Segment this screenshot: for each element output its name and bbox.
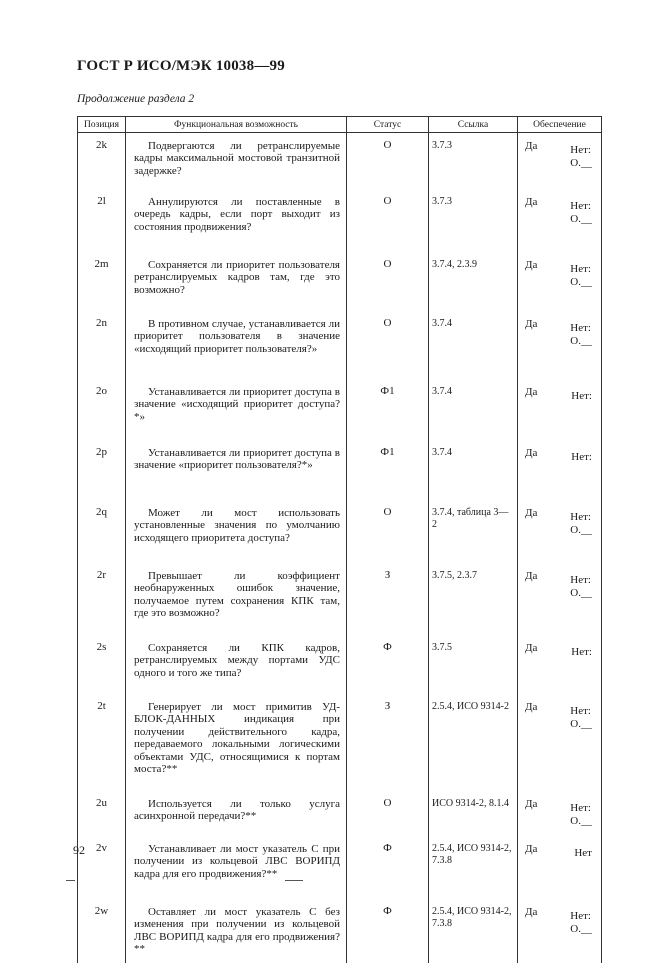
table-row — [78, 440, 602, 500]
support-cell — [518, 133, 602, 190]
reference-cell: 2.5.4, ИСО 9314-2 — [429, 694, 518, 791]
table-row — [78, 563, 602, 635]
support-yes: Да — [525, 259, 538, 271]
position-cell: 2p — [78, 440, 126, 500]
position-cell: 2k — [78, 133, 126, 190]
page-number: 92 — [73, 843, 85, 857]
table-row — [78, 500, 602, 563]
support-no — [570, 574, 592, 599]
table-row — [78, 836, 602, 899]
support-cell — [518, 694, 602, 791]
section-continuation: Продолжение раздела 2 — [77, 93, 195, 105]
status-cell: З — [347, 694, 429, 791]
status-cell: Ф — [347, 899, 429, 963]
support-no — [570, 511, 592, 536]
reference-cell: 3.7.4 — [429, 440, 518, 500]
support-option-label: О.__ — [570, 922, 592, 935]
support-no-label: Нет: — [570, 802, 591, 814]
support-option-label: О.__ — [570, 212, 592, 225]
support-no-label: Нет — [574, 847, 592, 859]
support-no-label: Нет: — [570, 263, 591, 275]
document-header: ГОСТ Р ИСО/МЭК 10038—99 — [77, 58, 285, 74]
capability-cell: Устанавливается ли приоритет доступа в значение «исходящий приоритет доступа?*» — [126, 379, 347, 440]
position-cell: 2w — [78, 899, 126, 963]
status-cell: Ф — [347, 635, 429, 694]
capability-cell: Сохраняется ли приоритет пользователя ретранслируемых кадров там, где это возможно? — [126, 252, 347, 311]
status-cell: О — [347, 791, 429, 836]
status-cell: Ф1 — [347, 440, 429, 500]
reference-cell: 2.5.4, ИСО 9314-2, 7.3.8 — [429, 899, 518, 963]
support-cell — [518, 635, 602, 694]
support-cell — [518, 189, 602, 252]
support-no-label: Нет: — [570, 511, 591, 523]
position-cell: 2v — [78, 836, 126, 899]
support-cell — [518, 899, 602, 963]
position-cell: 2n — [78, 311, 126, 379]
support-no-label: Нет: — [571, 646, 592, 658]
support-option-label: О.__ — [570, 275, 592, 288]
status-cell: Ф1 — [347, 379, 429, 440]
support-option-label: О.__ — [570, 156, 592, 169]
support-cell — [518, 500, 602, 563]
requirements-table — [77, 116, 602, 963]
capability-cell: Оставляет ли мост указатель С без изменения при получении из кольцевой ЛВС ВОРИПД кадра для его продвижения?** — [126, 899, 347, 963]
support-no-label: Нет: — [570, 144, 591, 156]
support-no-label: Нет: — [570, 574, 591, 586]
table-row — [78, 791, 602, 836]
reference-cell: 2.5.4, ИСО 9314-2, 7.3.8 — [429, 836, 518, 899]
support-yes: Да — [525, 140, 538, 152]
support-no — [571, 390, 592, 403]
status-cell: З — [347, 563, 429, 635]
support-option-label: О.__ — [570, 586, 592, 599]
capability-cell: Сохраняется ли КПК кадров, ретранслируемых между портами УДС одного и того же типа? — [126, 635, 347, 694]
support-yes: Да — [525, 507, 538, 519]
support-no — [570, 144, 592, 169]
support-yes: Да — [525, 196, 538, 208]
support-no-label: Нет: — [571, 451, 592, 463]
column-header: Функциональная возможность — [126, 117, 347, 133]
reference-cell: ИСО 9314-2, 8.1.4 — [429, 791, 518, 836]
position-cell: 2l — [78, 189, 126, 252]
capability-cell: Может ли мост использовать установленные значения по умолчанию исходящего приоритета доступа? — [126, 500, 347, 563]
table-row — [78, 694, 602, 791]
status-cell: О — [347, 133, 429, 190]
column-header: Ссылка — [429, 117, 518, 133]
support-no-label: Нет: — [570, 910, 591, 922]
support-yes: Да — [525, 798, 538, 810]
status-cell: О — [347, 311, 429, 379]
support-no — [571, 451, 592, 464]
table-row — [78, 133, 602, 190]
position-cell: 2q — [78, 500, 126, 563]
footer-mark — [66, 880, 75, 881]
support-yes: Да — [525, 906, 538, 918]
support-option-label: О.__ — [570, 814, 592, 827]
status-cell: О — [347, 189, 429, 252]
capability-cell: В противном случае, устанавливается ли приоритет пользователя в значение «исходящий приоритет пользователя?» — [126, 311, 347, 379]
reference-cell: 3.7.4, 2.3.9 — [429, 252, 518, 311]
reference-cell: 3.7.3 — [429, 133, 518, 190]
position-cell: 2r — [78, 563, 126, 635]
support-yes: Да — [525, 570, 538, 582]
column-header: Позиция — [78, 117, 126, 133]
support-option-label: О.__ — [570, 523, 592, 536]
capability-cell: Превышает ли коэффициент необнаруженных ошибок значение, получаемое путем сохранения КПК там, где это возможно? — [126, 563, 347, 635]
support-cell — [518, 311, 602, 379]
capability-cell: Аннулируются ли поставленные в очередь кадры, если порт выходит из состояния продвижения? — [126, 189, 347, 252]
reference-cell: 3.7.3 — [429, 189, 518, 252]
position-cell: 2o — [78, 379, 126, 440]
position-cell: 2m — [78, 252, 126, 311]
support-cell — [518, 836, 602, 899]
position-cell: 2u — [78, 791, 126, 836]
support-no — [570, 200, 592, 225]
support-cell — [518, 791, 602, 836]
support-no-label: Нет: — [570, 322, 591, 334]
support-yes: Да — [525, 642, 538, 654]
support-no-label: Нет: — [570, 705, 591, 717]
support-yes: Да — [525, 447, 538, 459]
table-row — [78, 311, 602, 379]
table-header-row — [78, 117, 602, 133]
capability-cell: Устанавливает ли мост указатель С при получении из кольцевой ЛВС ВОРИПД кадра для его продвижения?** — [126, 836, 347, 899]
column-header: Обеспечение — [518, 117, 602, 133]
support-yes: Да — [525, 701, 538, 713]
support-yes: Да — [525, 386, 538, 398]
reference-cell: 3.7.4 — [429, 311, 518, 379]
support-no — [570, 322, 592, 347]
support-no — [571, 646, 592, 659]
capability-cell: Генерирует ли мост примитив УД-БЛОК-ДАННЫХ индикация при получении действительного кадра, передаваемого локальными логическими объектами УДС, относящимися к портам моста?** — [126, 694, 347, 791]
status-cell: Ф — [347, 836, 429, 899]
support-no — [570, 705, 592, 730]
table-row — [78, 635, 602, 694]
support-cell — [518, 379, 602, 440]
capability-cell: Подвергаются ли ретранслируемые кадры максимальной мостовой транзитной задержке? — [126, 133, 347, 190]
column-header: Статус — [347, 117, 429, 133]
table-row — [78, 899, 602, 963]
support-option-label: О.__ — [570, 334, 592, 347]
support-no — [570, 802, 592, 827]
table-row — [78, 379, 602, 440]
footer-mark — [285, 880, 303, 881]
support-option-label: О.__ — [570, 717, 592, 730]
support-yes: Да — [525, 318, 538, 330]
support-yes: Да — [525, 843, 538, 855]
table-row — [78, 189, 602, 252]
capability-cell: Устанавливается ли приоритет доступа в значение «приоритет пользователя?*» — [126, 440, 347, 500]
support-no-label: Нет: — [570, 200, 591, 212]
reference-cell: 3.7.5, 2.3.7 — [429, 563, 518, 635]
support-no-label: Нет: — [571, 390, 592, 402]
support-no — [570, 263, 592, 288]
position-cell: 2s — [78, 635, 126, 694]
status-cell: О — [347, 500, 429, 563]
position-cell: 2t — [78, 694, 126, 791]
support-cell — [518, 563, 602, 635]
table-row — [78, 252, 602, 311]
status-cell: О — [347, 252, 429, 311]
support-no — [570, 910, 592, 935]
support-no — [574, 847, 592, 860]
support-cell — [518, 252, 602, 311]
reference-cell: 3.7.4, таблица 3—2 — [429, 500, 518, 563]
reference-cell: 3.7.4 — [429, 379, 518, 440]
support-cell — [518, 440, 602, 500]
capability-cell: Используется ли только услуга асинхронной передачи?** — [126, 791, 347, 836]
reference-cell: 3.7.5 — [429, 635, 518, 694]
